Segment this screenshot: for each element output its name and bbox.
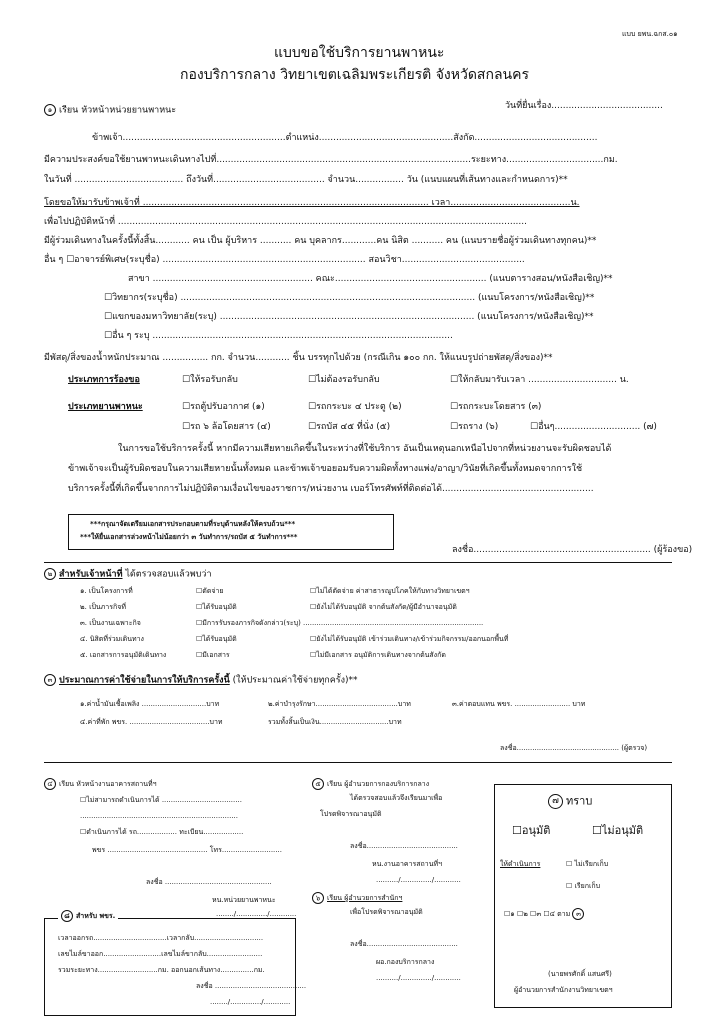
sec7-collect[interactable]: ☐ เรียกเก็บ bbox=[566, 882, 601, 890]
sec7-per-items[interactable] bbox=[504, 908, 587, 920]
request-type-no-wait[interactable]: ☐ไม่ต้องรอรับกลับ bbox=[308, 375, 380, 385]
sec2-row1-label: ๑. เป็นโครงการที่ bbox=[80, 587, 133, 595]
sec6-date[interactable]: ........../............../............ bbox=[376, 974, 461, 982]
sec2-row5-opt1[interactable]: ☐มีเอกสาร bbox=[196, 651, 230, 659]
other-specify-line[interactable]: ☐อื่น ๆ ระบุ ......................................................................................................... bbox=[104, 331, 453, 341]
sec5-signature[interactable]: ลงชื่อ......................................... bbox=[350, 842, 458, 850]
documents-note-2: ***ให้ยื่นเอกสารล่วงหน้าไม่น้อยกว่า ๓ วันทำการ/รถบัส ๕ วันทำการ*** bbox=[80, 533, 298, 541]
cost-maintenance[interactable]: ๒.ค่าบำรุงรักษา.....................................บาท bbox=[268, 700, 411, 708]
sec8-mileage[interactable]: เลขไมล์ขาออก..........................เลขไมล์ขากลับ......................... bbox=[58, 950, 263, 958]
sec1-number: ๑ bbox=[44, 104, 56, 116]
sec2-row2-opt1[interactable]: ☐ได้รับอนุมัติ bbox=[196, 603, 237, 611]
request-type-wait[interactable]: ☐ให้รอรับกลับ bbox=[182, 375, 238, 385]
sec2-row5-label: ๕. เอกสารการอนุมัติเดินทาง bbox=[80, 651, 167, 659]
sec7-position: ผู้อำนวยการสำนักงานวิทยาเขตฯ bbox=[514, 986, 613, 994]
branch-line[interactable]: สาขา ........................................................ คณะ..................................................... (แนบตารางสอน/หนังสือเชิญ)** bbox=[128, 274, 613, 284]
sec4-number: ๔ bbox=[44, 778, 56, 790]
sec7-header bbox=[548, 794, 592, 809]
sec7-number: ๗ bbox=[548, 794, 563, 809]
sec2-row4-label: ๔. นิสิตที่ร่วมเดินทาง bbox=[80, 635, 144, 643]
sec5-to: เรียน ผู้อำนวยการกองบริการกลาง bbox=[327, 780, 430, 788]
sec2-title-suffix: ได้ตรวจสอบแล้วพบว่า bbox=[125, 569, 212, 580]
sec1-to bbox=[44, 104, 176, 117]
sec2-row2-label: ๒. เป็นภารกิจที่ bbox=[80, 603, 126, 611]
sec2-row3-label: ๓. เป็นงานเฉพาะกิจ bbox=[80, 619, 141, 627]
vehicle-6wheel[interactable]: ☐รถ ๖ ล้อโดยสาร (๔) bbox=[182, 422, 271, 432]
inspector-signature[interactable]: ลงชื่อ.............................................. (ผู้ตรวจ) bbox=[500, 744, 648, 752]
sec8-signature[interactable]: ลงชื่อ ......................................... bbox=[196, 982, 307, 990]
request-type-return-time[interactable]: ☐ให้กลับมารับเวลา ............................... น. bbox=[450, 375, 629, 385]
vehicle-tram[interactable]: ☐รถราง (๖) bbox=[450, 422, 499, 432]
sec7-per[interactable]: ☐๑ ☐๒ ☐๓ ☐๔ ตาม bbox=[504, 910, 571, 918]
sec6-position: ผอ.กองบริการกลาง bbox=[376, 958, 435, 966]
sec6-header bbox=[312, 892, 402, 904]
travelers-line[interactable]: มีผู้ร่วมเดินทางในครั้งนี้ทั้งสิ้น............ คน เป็น ผู้บริหาร ........... คน บุคลากร............คน นิสิต ........... คน (แนบรายชื่อผู้ร่วมเดินทางทุกคน)** bbox=[44, 236, 597, 246]
sec2-header bbox=[44, 568, 212, 581]
pickup-line[interactable]: โดยขอให้มารับข้าพเจ้าที่ .................................................................................................... เวลา..........................................น. bbox=[44, 198, 580, 208]
sec4-to: เรียน หัวหน้างานอาคารสถานที่ฯ bbox=[59, 780, 157, 788]
vehicle-type-label: ประเภทยานพาหนะ bbox=[68, 402, 143, 412]
applicant-name-line[interactable]: ข้าพเจ้า.........................................................ตำแหน่ง...............................................สังกัด........................................... bbox=[92, 133, 598, 143]
documents-note-1: ***กรุณาจัดเตรียมเอกสารประกอบตามที่ระบุด้านหลังให้ครบถ้วน*** bbox=[90, 520, 296, 528]
sec5-line1: ได้ตรวจสอบแล้วจึงเรียนมาเพื่อ bbox=[350, 794, 443, 802]
speaker-line[interactable]: ☐วิทยากร(ระบุชื่อ) ....................................................................................................... (แนบโครงการ/หนังสือเชิญ)** bbox=[104, 293, 595, 303]
sec5-date[interactable]: ........../............../............ bbox=[376, 876, 461, 884]
sec4-signature[interactable]: ลงชื่อ ................................................ bbox=[146, 878, 272, 886]
cost-fuel[interactable]: ๑.ค่าน้ำมันเชื้อเพลิง .............................บาท bbox=[80, 700, 220, 708]
sec2-row4-opt2[interactable]: ☐ยังไม่ได้รับอนุมัติ เข้าร่วมเดินทาง/เข้าร่วมกิจกรรม/ออกนอกพื้นที่ bbox=[310, 635, 509, 643]
others-line[interactable]: อื่น ๆ ☐อาจารย์พิเศษ(ระบุชื่อ) ....................................................................... สอนวิชา........................................... bbox=[44, 255, 525, 265]
cost-driver-lodging[interactable]: ๔.ค่าที่พัก พขร. ....................................บาท bbox=[80, 718, 223, 726]
sec6-line1: เพื่อโปรดพิจารณาอนุมัติ bbox=[350, 908, 423, 916]
form-code: แบบ ยพน.ฉกส.๐๑ bbox=[622, 30, 678, 38]
sec5-header bbox=[312, 778, 429, 790]
sec4-position: หน.หน่วยยานพาหนะ bbox=[212, 896, 276, 904]
sec5-line2: โปรดพิจารณาอนุมัติ bbox=[320, 810, 382, 818]
vehicle-other[interactable]: ☐อื่นๆ.............................. (๗) bbox=[530, 422, 657, 432]
sec8-header bbox=[58, 910, 118, 922]
sec2-row1-opt2[interactable]: ☐ไม่ได้ตัดจ่าย ค่าสาธารณูปโภคให้กับทางวิทยาเขตฯ bbox=[310, 587, 470, 595]
liability-text-1: ในการขอใช้บริการครั้งนี้ หากมีความเสียหายเกิดขึ้นในระหว่างที่ใช้บริการ อันเป็นเหตุนอกเหนือไปจากที่หน่วยงานจะรับผิดชอบได้ bbox=[118, 444, 612, 454]
vehicle-bus[interactable]: ☐รถบัส ๔๕ ที่นั่ง (๕) bbox=[308, 422, 391, 432]
sec7-proceed: ให้ดำเนินการ bbox=[500, 860, 541, 868]
sec7-no-collect[interactable]: ☐ ไม่เรียกเก็บ bbox=[566, 860, 609, 868]
liability-text-2: ข้าพเจ้าจะเป็นผู้รับผิดชอบในความเสียหายนั้นทั้งหมด และข้าพเจ้าขอยอมรับความผิดทั้งทางแพ่ง/อาญา/วินัยที่เกิดขึ้นทั้งหมดจากการใช้ bbox=[68, 464, 583, 474]
vehicle-pickup-4door[interactable]: ☐รถกระบะ ๔ ประตู (๒) bbox=[308, 402, 402, 412]
date-line[interactable]: ในวันที่ ...................................... ถึงวันที่....................................... จำนวน................. วัน (แนบแผนที่เส้นทางและกำหนดการ)** bbox=[44, 175, 568, 185]
sec2-row3-opt1[interactable]: ☐มีการรับรองภารกิจดังกล่าว(ระบุ) ................................................................................. bbox=[196, 619, 484, 627]
sec5-position: หน.งานอาคารสถานที่ฯ bbox=[372, 860, 443, 868]
cargo-line[interactable]: มีพัสดุ/สิ่งของน้ำหนักประมาณ ................ กก. จำนวน............ ชิ้น บรรทุกไปด้วย (กรณีเกิน ๑๐๐ กก. ให้แนบรูปถ่ายพัสดุ/สิ่งของ)** bbox=[44, 353, 553, 363]
divider bbox=[44, 762, 672, 763]
sec4-driver[interactable]: พขร ............................................. โทร........................... bbox=[92, 846, 282, 854]
sec7-reject[interactable]: ☐ไม่อนุมัติ bbox=[592, 824, 644, 837]
sec4-date[interactable]: ......../............../............ bbox=[216, 910, 297, 918]
cost-driver-fee[interactable]: ๓.ค่าตอบแทน พขร. ......................... บาท bbox=[452, 700, 586, 708]
sec3-header bbox=[44, 674, 357, 687]
sec6-to: เรียน ผู้อำนวยการสำนักฯ bbox=[327, 894, 403, 902]
sec8-date[interactable]: ......../............../............ bbox=[210, 998, 291, 1006]
sec1-to-text: เรียน หัวหน้าหน่วยยานพาหนะ bbox=[59, 105, 177, 116]
sec4-header bbox=[44, 778, 157, 790]
sec6-number: ๖ bbox=[312, 892, 324, 904]
sec8-number: ๘ bbox=[61, 910, 73, 922]
submit-date[interactable]: วันที่ยื่นเรื่อง....................................... bbox=[505, 101, 663, 111]
objective-line[interactable]: เพื่อไปปฏิบัติหน้าที่ ............................................................................................................................................... bbox=[44, 217, 527, 227]
sec2-row2-opt2[interactable]: ☐ยังไม่ได้รับอนุมัติ จากต้นสังกัด/ผู้มีอำนาจอนุมัติ bbox=[310, 603, 457, 611]
guest-line[interactable]: ☐แขกของมหาวิทยาลัย(ระบุ) ......................................................................................... (แนบโครงการ/หนังสือเชิญ)** bbox=[104, 312, 594, 322]
sec3-title: ประมาณการค่าใช้จ่ายในการให้บริการครั้งนี้ bbox=[59, 675, 230, 686]
sec8-times[interactable]: เวลาออกรถ.................................เวลากลับ............................... bbox=[58, 934, 264, 942]
cost-total[interactable]: รวมทั้งสิ้นเป็นเงิน...............................บาท bbox=[268, 718, 402, 726]
sec2-row5-opt2[interactable]: ☐ไม่มีเอกสาร อนุมัติการเดินทางจากต้นสังกัด bbox=[310, 651, 446, 659]
sec7-approve[interactable]: ☐อนุมัติ bbox=[512, 824, 551, 837]
sec6-signature[interactable]: ลงชื่อ......................................... bbox=[350, 940, 458, 948]
vehicle-van[interactable]: ☐รถตู้ปรับอากาศ (๑) bbox=[182, 402, 265, 412]
sec4-cannot-proceed[interactable]: ☐ไม่สามารถดำเนินการได้ .................................... bbox=[80, 796, 242, 804]
divider bbox=[44, 562, 672, 563]
sec7-ack: ทราบ bbox=[566, 794, 593, 808]
requester-signature[interactable]: ลงชื่อ.............................................................. (ผู้ร้องขอ) bbox=[452, 545, 693, 555]
form-subtitle: กองบริการกลาง วิทยาเขตเฉลิมพระเกียรติ จังหวัดสกลนคร bbox=[180, 67, 529, 83]
vehicle-passenger-pickup[interactable]: ☐รถกระบะโดยสาร (๓) bbox=[450, 402, 542, 412]
sec3-title-suffix: (ให้ประมาณค่าใช้จ่ายทุกครั้ง)** bbox=[232, 675, 358, 686]
purpose-line[interactable]: มีความประสงค์ขอใช้ยานพาหนะเดินทางไปที่.........................................................................................ระยะทาง..................................กม. bbox=[44, 155, 618, 165]
sec5-number: ๕ bbox=[312, 778, 324, 790]
sec7-per-ref: ๓ bbox=[572, 908, 584, 920]
sec2-row1-opt1[interactable]: ☐ตัดจ่าย bbox=[196, 587, 224, 595]
sec7-name: (นายพรศักดิ์ แสนศรี) bbox=[548, 970, 612, 978]
sec4-reason-line[interactable]: ....................................................................... bbox=[80, 812, 238, 820]
request-type-label: ประเภทการร้องขอ bbox=[68, 375, 140, 385]
sec3-number: ๓ bbox=[44, 674, 56, 686]
sec2-number: ๒ bbox=[44, 568, 56, 580]
form-title: แบบขอใช้บริการยานพาหนะ bbox=[274, 45, 445, 61]
liability-text-3: บริการครั้งนี้ที่เกิดขึ้นจากการไม่ปฏิบัติตามเงื่อนไขของราชการ/หน่วยงาน เบอร์โทรศัพท์ที่ติดต่อได้..................................................... bbox=[68, 484, 594, 494]
sec2-row4-opt1[interactable]: ☐ได้รับอนุมัติ bbox=[196, 635, 237, 643]
sec8-distance[interactable]: รวมระยะทาง...........................กม. ออกนอกเส้นทาง...............กม. bbox=[58, 966, 265, 974]
sec8-title: สำหรับ พขร. bbox=[76, 912, 116, 920]
sec2-title: สำหรับเจ้าหน้าที่ bbox=[59, 569, 123, 580]
sec4-can-proceed[interactable]: ☐ดำเนินการได้ รถ.................. ทะเบียน.................. bbox=[80, 828, 244, 836]
